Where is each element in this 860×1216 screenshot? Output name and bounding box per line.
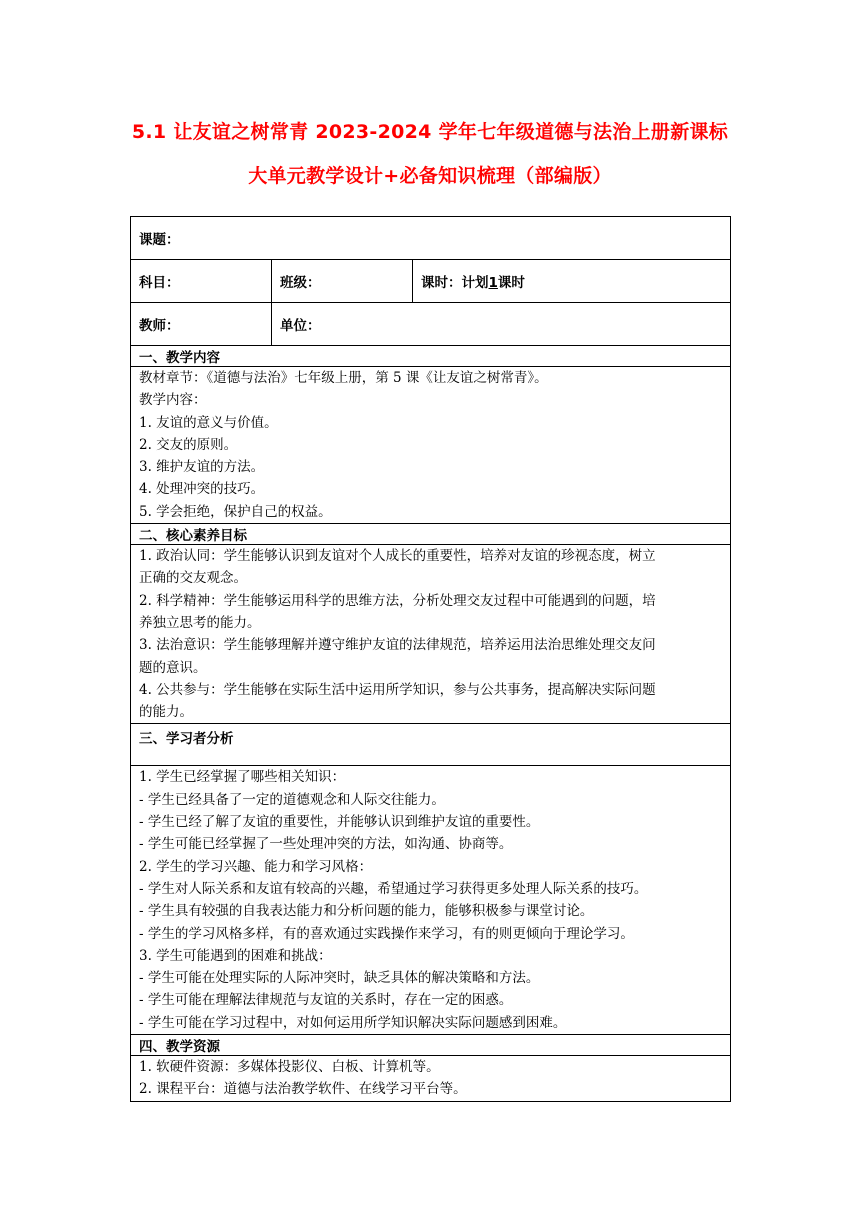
section-heading-row bbox=[131, 1035, 731, 1056]
subject-row bbox=[131, 260, 731, 303]
document-title-line-2: 大单元教学设计+必备知识梳理（部编版） bbox=[248, 165, 612, 187]
section-line: 3. 学生可能遇到的困难和挑战： bbox=[139, 947, 332, 964]
section-line: 正确的交友观念。 bbox=[139, 570, 247, 587]
document-title-line-1: 5.1 让友谊之树常青 2023-2024 学年七年级道德与法治上册新课标 bbox=[131, 121, 729, 143]
section-heading-row bbox=[131, 346, 731, 367]
section-line: 1. 政治认同：学生能够认识到友谊对个人成长的重要性，培养对友谊的珍视态度，树立 bbox=[139, 548, 656, 565]
section-line: 4. 公共参与：学生能够在实际生活中运用所学知识，参与公共事务，提高解决实际问题 bbox=[139, 681, 656, 698]
class-cell bbox=[272, 260, 413, 303]
section-body bbox=[131, 766, 731, 1035]
teacher-cell bbox=[131, 303, 272, 346]
subject-cell bbox=[131, 260, 272, 303]
period-cell bbox=[413, 260, 731, 303]
section-line: - 学生的学习风格多样，有的喜欢通过实践操作来学习，有的则更倾向于理论学习。 bbox=[139, 925, 634, 942]
section-line: 的能力。 bbox=[139, 704, 193, 721]
section-line: 2. 学生的学习兴趣、能力和学习风格： bbox=[139, 858, 373, 875]
period-unit: 课时 bbox=[497, 275, 525, 291]
section-line: 3. 法治意识：学生能够理解并遵守维护友谊的法律规范，培养运用法治思维处理交友问 bbox=[139, 637, 656, 654]
section-line: 5. 学会拒绝，保护自己的权益。 bbox=[139, 503, 332, 520]
topic-label: 课题： bbox=[139, 232, 180, 248]
section-heading-row bbox=[131, 724, 731, 766]
topic-row bbox=[131, 217, 731, 260]
section-body-row bbox=[131, 367, 731, 524]
section-line: - 学生可能在处理实际的人际冲突时，缺乏具体的解决策略和方法。 bbox=[139, 970, 540, 987]
section-line: - 学生可能在学习过程中，对如何运用所学知识解决实际问题感到困难。 bbox=[139, 1014, 567, 1031]
section-line: 教学内容： bbox=[139, 392, 207, 409]
teacher-label: 教师： bbox=[139, 318, 180, 334]
class-label: 班级： bbox=[280, 275, 321, 291]
section-heading: 三、学习者分析 bbox=[131, 724, 731, 766]
section-line: 1. 软硬件资源：多媒体投影仪、白板、计算机等。 bbox=[139, 1059, 440, 1076]
period-label: 课时：计划 bbox=[421, 275, 489, 291]
section-body-row bbox=[131, 1056, 731, 1102]
section-line: - 学生可能已经掌握了一些处理冲突的方法，如沟通、协商等。 bbox=[139, 836, 513, 853]
section-line: 4. 处理冲突的技巧。 bbox=[139, 481, 265, 498]
section-line: 养独立思考的能力。 bbox=[139, 614, 261, 631]
unit-cell bbox=[272, 303, 731, 346]
section-line: - 学生具有较强的自我表达能力和分析问题的能力，能够积极参与课堂讨论。 bbox=[139, 903, 594, 920]
subject-label: 科目： bbox=[139, 275, 180, 291]
section-line: - 学生已经了解了友谊的重要性，并能够认识到维护友谊的重要性。 bbox=[139, 814, 540, 831]
section-line: 1. 学生已经掌握了哪些相关知识： bbox=[139, 769, 346, 786]
section-line: 3. 维护友谊的方法。 bbox=[139, 459, 265, 476]
section-line: 题的意识。 bbox=[139, 659, 207, 676]
period-value: 1 bbox=[488, 275, 498, 291]
section-body bbox=[131, 1056, 731, 1102]
section-line: - 学生已经具备了一定的道德观念和人际交往能力。 bbox=[139, 791, 445, 808]
section-heading: 一、教学内容 bbox=[131, 346, 731, 367]
section-line: - 学生可能在理解法律规范与友谊的关系时，存在一定的困惑。 bbox=[139, 992, 513, 1009]
section-body-row bbox=[131, 766, 731, 1035]
section-body bbox=[131, 545, 731, 724]
section-heading: 四、教学资源 bbox=[131, 1035, 731, 1056]
section-body-row bbox=[131, 545, 731, 724]
section-heading: 二、核心素养目标 bbox=[131, 524, 731, 545]
section-line: 1. 友谊的意义与价值。 bbox=[139, 414, 278, 431]
section-heading-row bbox=[131, 524, 731, 545]
section-line: 2. 课程平台：道德与法治教学软件、在线学习平台等。 bbox=[139, 1081, 467, 1098]
section-line: 2. 交友的原则。 bbox=[139, 436, 238, 453]
unit-label: 单位： bbox=[280, 318, 321, 334]
section-line: 教材章节：《道德与法治》七年级上册，第 5 课《让友谊之树常青》。 bbox=[139, 370, 548, 386]
section-line: 2. 科学精神：学生能够运用科学的思维方法，分析处理交友过程中可能遇到的问题，培 bbox=[139, 592, 656, 609]
section-body bbox=[131, 367, 731, 524]
teacher-row bbox=[131, 303, 731, 346]
section-line: - 学生对人际关系和友谊有较高的兴趣，希望通过学习获得更多处理人际关系的技巧。 bbox=[139, 880, 648, 897]
lesson-plan-table bbox=[130, 216, 731, 1102]
topic-cell bbox=[131, 217, 731, 260]
